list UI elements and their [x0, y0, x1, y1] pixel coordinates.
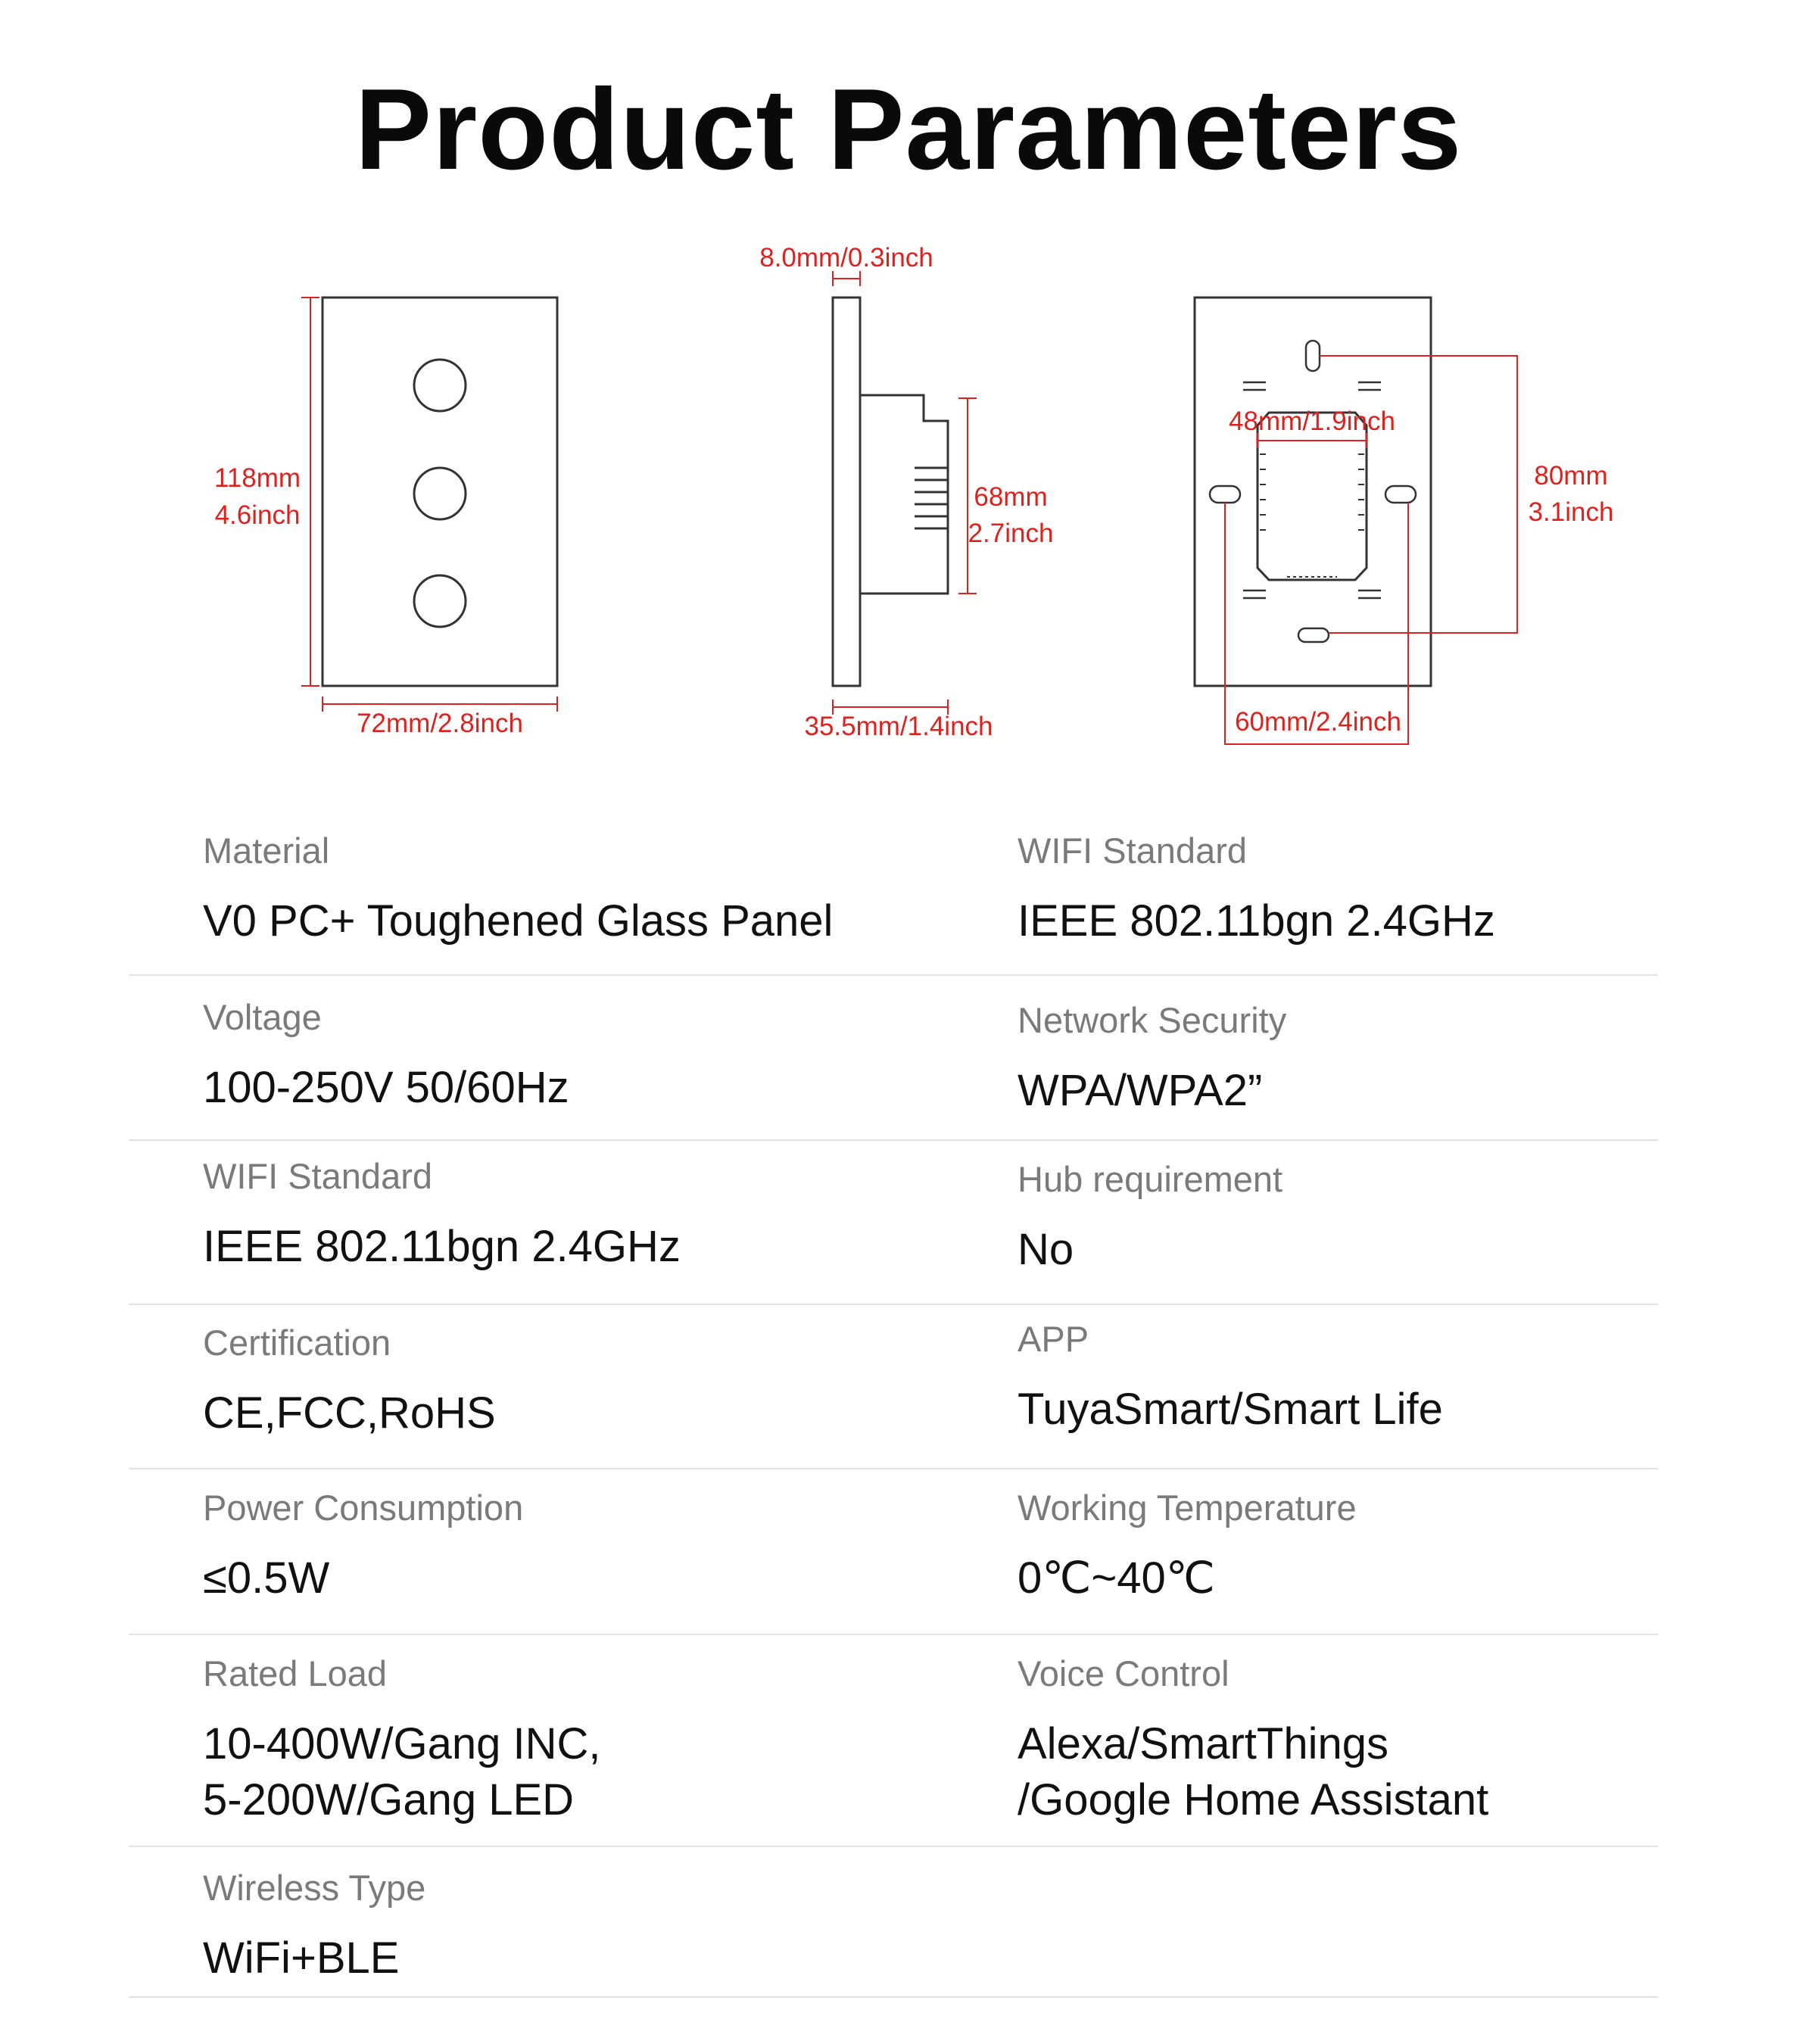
front-height-mm: 118mm: [213, 463, 301, 493]
spec-label: APP: [1018, 1319, 1089, 1359]
switch-button-1: [414, 360, 466, 411]
spec-label: Voltage: [203, 997, 322, 1037]
side-view-diagram: [759, 243, 1053, 741]
back-hole-vertical-inch: 3.1inch: [1528, 497, 1614, 527]
side-thickness: 8.0mm/0.3inch: [759, 243, 933, 273]
switch-button-3: [414, 575, 466, 627]
spec-value-line: /Google Home Assistant: [1018, 1774, 1489, 1824]
spec-value: IEEE 802.11bgn 2.4GHz: [203, 1221, 681, 1271]
back-hole-horizontal: 60mm/2.4inch: [1235, 707, 1401, 737]
spec-wifi-standard: [1018, 831, 1775, 949]
spec-value: V0 PC+ Toughened Glass Panel: [203, 896, 834, 946]
back-view-diagram: [1195, 298, 1613, 744]
spec-rated-load: [203, 1654, 960, 1828]
spec-app: [1018, 1320, 1775, 1438]
spec-label: Rated Load: [203, 1653, 388, 1693]
spec-value-line: 10-400W/Gang INC,: [203, 1718, 601, 1768]
row-divider: [129, 1304, 1658, 1305]
spec-value: 0℃~40℃: [1018, 1553, 1215, 1603]
side-body-height-mm: 68mm: [974, 482, 1048, 512]
spec-value-line: 5-200W/Gang LED: [203, 1774, 575, 1824]
spec-wifi-standard-2: [203, 1157, 960, 1275]
spec-value: CE,FCC,RoHS: [203, 1388, 496, 1438]
switch-button-2: [414, 468, 466, 519]
spec-voice-control: [1018, 1654, 1775, 1828]
spec-hub-requirement: [1018, 1160, 1775, 1278]
row-divider: [129, 974, 1658, 976]
spec-label: Certification: [203, 1323, 391, 1363]
side-depth: 35.5mm/1.4inch: [804, 712, 993, 741]
spec-label: WIFI Standard: [1018, 830, 1247, 871]
spec-network-security: [1018, 1001, 1775, 1119]
spec-label: Hub requirement: [1018, 1159, 1283, 1199]
spec-label: Voice Control: [1018, 1653, 1230, 1693]
row-divider: [129, 1846, 1658, 1847]
front-view-diagram: [214, 298, 557, 738]
back-hole-vertical-mm: 80mm: [1534, 461, 1608, 491]
spec-value-line: Alexa/SmartThings: [1018, 1718, 1388, 1768]
spec-value: WPA/WPA2”: [1018, 1065, 1263, 1115]
spec-label: Working Temperature: [1018, 1488, 1357, 1528]
spec-label: WIFI Standard: [203, 1156, 432, 1196]
spec-value: ≤0.5W: [203, 1553, 330, 1603]
spec-value: TuyaSmart/Smart Life: [1018, 1384, 1443, 1434]
spec-wireless-type: [203, 1868, 960, 1986]
back-box-width: 48mm/1.9inch: [1229, 407, 1395, 436]
row-divider: [129, 1139, 1658, 1141]
front-height-inch: 4.6inch: [214, 500, 301, 530]
spec-working-temperature: [1018, 1488, 1775, 1606]
spec-value: IEEE 802.11bgn 2.4GHz: [1018, 896, 1495, 946]
row-divider: [129, 1996, 1658, 1998]
spec-label: Wireless Type: [203, 1868, 426, 1908]
spec-certification: [203, 1323, 960, 1441]
row-divider: [129, 1634, 1658, 1635]
row-divider: [129, 1468, 1658, 1469]
side-body-height-inch: 2.7inch: [968, 519, 1054, 548]
spec-label: Network Security: [1018, 1000, 1287, 1040]
spec-power-consumption: [203, 1488, 960, 1606]
spec-value: WiFi+BLE: [203, 1933, 400, 1983]
spec-value: 100-250V 50/60Hz: [203, 1062, 569, 1112]
spec-label: Power Consumption: [203, 1488, 524, 1528]
spec-voltage: [203, 998, 960, 1116]
spec-value: No: [1018, 1224, 1074, 1274]
spec-label: Material: [203, 830, 330, 871]
dimension-diagrams: [0, 227, 1817, 772]
spec-material: [203, 831, 960, 949]
front-width: 72mm/2.8inch: [357, 709, 523, 738]
page-title: Product Parameters: [354, 65, 1463, 194]
